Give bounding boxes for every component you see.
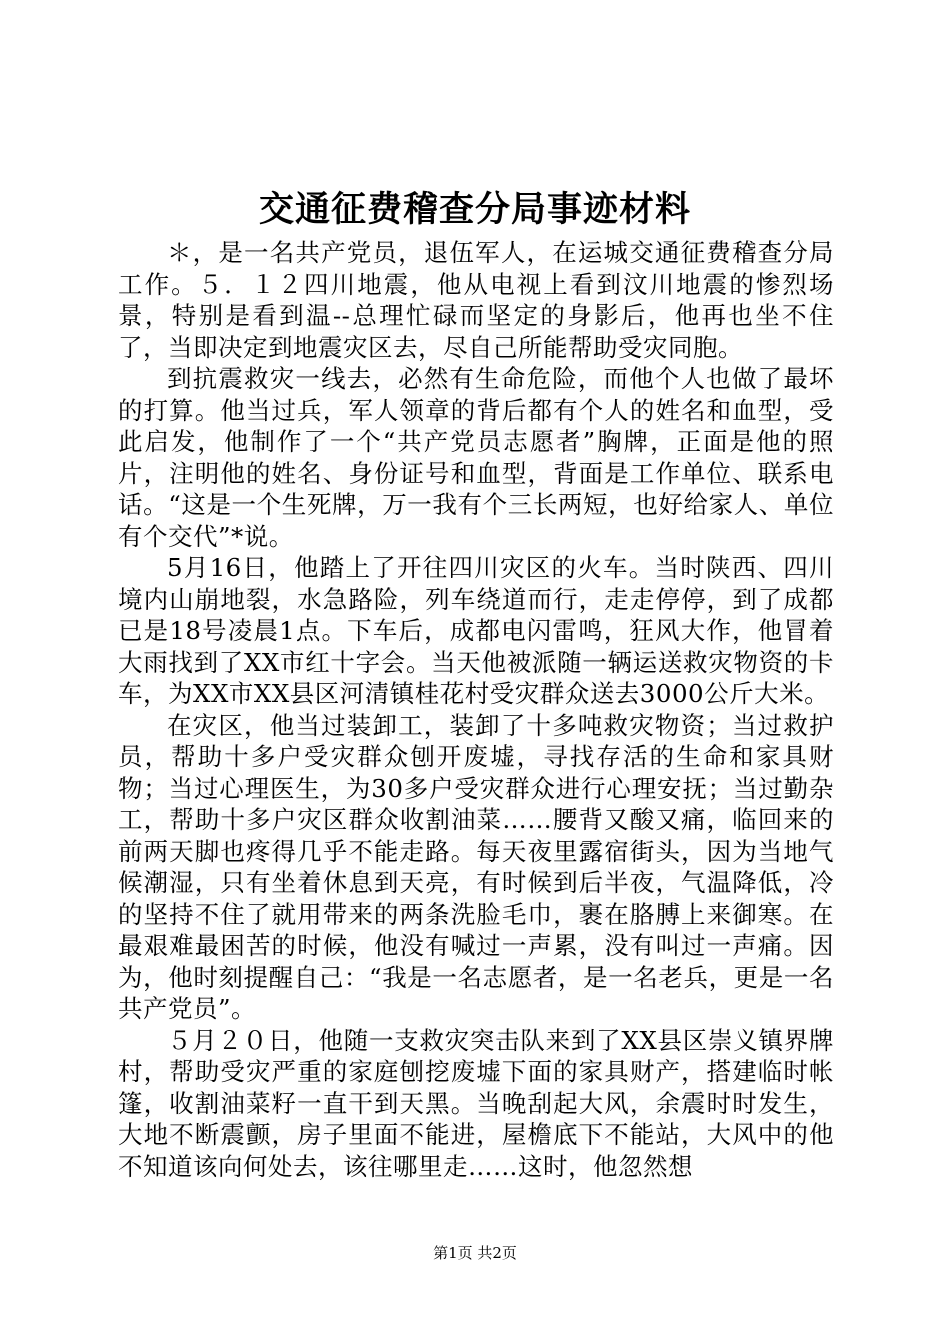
document-title: 交通征费稽查分局事迹材料: [258, 189, 691, 230]
document-body: [118, 237, 834, 1182]
paragraph-5: ５月２０日，他随一支救灾突击队来到了XX县区崇义镇界牌村，帮助受灾严重的家庭刨挖废墟下面的家具财产，搭建临时帐篷，收割油菜籽一直干到天黑。当晚刮起大风，余震时时发生，大地不断震颤，房子里面不能进，屋檐底下不能站，大风中的他不知道该向何处去，该往哪里走……这时，他忽然想: [118, 1025, 834, 1181]
paragraph-1: ＊，是一名共产党员，退伍军人，在运城交通征费稽查分局工作。５．１２四川地震，他从电视上看到汶川地震的惨烈场景，特别是看到温--总理忙碌而坚定的身影后，他再也坐不住了，当即决定到地震灾区去，尽自己所能帮助受灾同胞。: [118, 238, 834, 362]
paragraph-4: 在灾区，他当过装卸工，装卸了十多吨救灾物资；当过救护员，帮助十多户受灾群众刨开废墟，寻找存活的生命和家具财物；当过心理医生，为30多户受灾群众进行心理安抚；当过勤杂工，帮助十多户灾区群众收割油菜……腰背又酸又痛，临回来的前两天脚也疼得几乎不能走路。每天夜里露宿街头，因为当地气候潮湿，只有坐着休息到天亮，有时候到后半夜，气温降低，冷的坚持不住了就用带来的两条洗脸毛巾，裹在胳膊上来御寒。在最艰难最困苦的时候，他没有喊过一声累，没有叫过一声痛。因为，他时刻提醒自己：“我是一名志愿者，是一名老兵，更是一名共产党员”。: [118, 710, 834, 1023]
page-number-footer: 第1页 共2页: [433, 1244, 517, 1262]
paragraph-3: 5月16日，他踏上了开往四川灾区的火车。当时陕西、四川境内山崩地裂，水急路险，列车绕道而行，走走停停，到了成都已是18号凌晨1点。下车后，成都电闪雷鸣，狂风大作，他冒着大雨找到了XX市红十字会。当天他被派随一辆运送救灾物资的卡车，为XX市XX县区河清镇桂花村受灾群众送去3000公斤大米。: [118, 553, 834, 708]
paragraph-2: 到抗震救灾一线去，必然有生命危险，而他个人也做了最坏的打算。他当过兵，军人领章的背后都有个人的姓名和血型，受此启发，他制作了一个“共产党员志愿者”胸牌，正面是他的照片，注明他的姓名、身份证号和血型，背面是工作单位、联系电话。“这是一个生死牌，万一我有个三长两短，也好给家人、单位有个交代”*说。: [118, 364, 834, 551]
